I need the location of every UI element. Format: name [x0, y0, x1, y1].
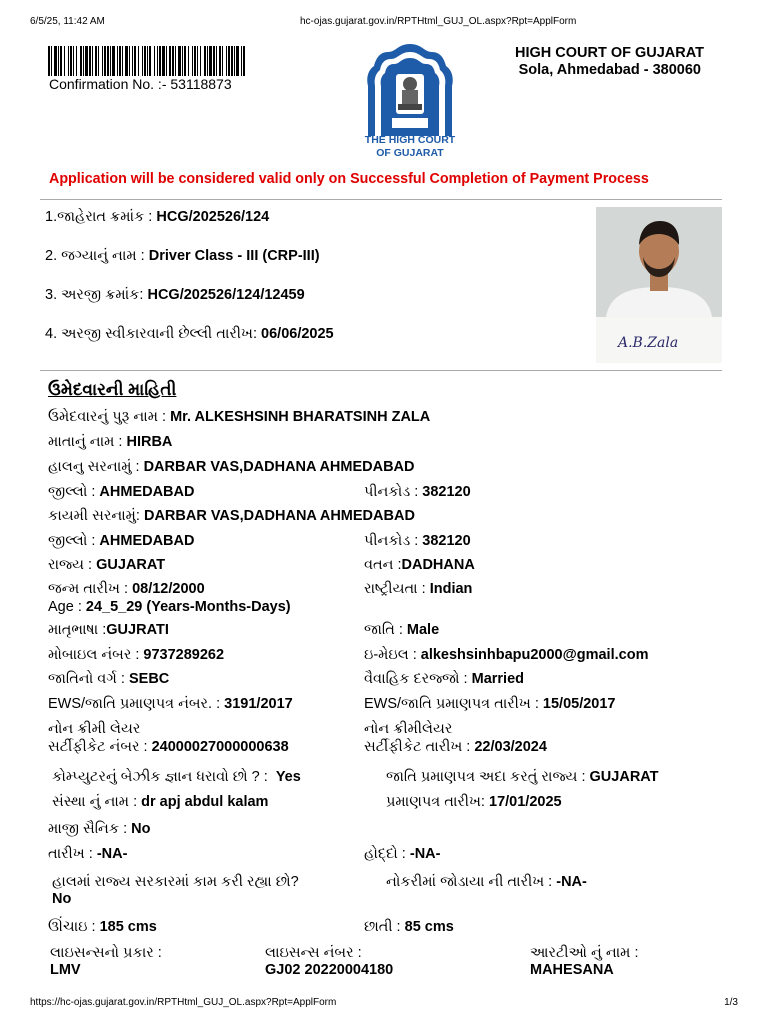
ews-number-label: EWS/જાતિ પ્રમાણપત્ર નંબર. :: [48, 696, 221, 712]
license-number-row: [265, 945, 393, 979]
payment-warning: Application will be considered valid only on Successful Completion of Payment Process: [49, 171, 649, 187]
native-value: DADHANA: [401, 557, 475, 573]
full-name-label: ઉમેદવારનું પુરૂ નામ :: [48, 409, 167, 425]
dob-row: [48, 581, 205, 597]
height-value: 185 cms: [99, 919, 157, 935]
current-address-label: હાલનુ સરનામું :: [48, 459, 140, 475]
gender-label: જાતિ :: [364, 622, 403, 638]
height-row: [48, 919, 157, 935]
joining-date-label: નોકરીમાં જોડાયા ની તારીખ :: [386, 874, 553, 890]
permanent-district-label: જીલ્લો :: [48, 533, 96, 549]
ncl-number-label-line2: સર્ટીફીકેટ નંબર :: [48, 739, 148, 755]
category-label: જાતિનો વર્ગ :: [48, 671, 125, 687]
chest-value: 85 cms: [404, 919, 454, 935]
computer-knowledge-row: [52, 769, 301, 785]
permanent-address-label: કાયમી સરનામું:: [48, 508, 140, 524]
last-date-row: [45, 326, 334, 342]
category-row: [48, 671, 169, 687]
barcode: [48, 46, 246, 76]
post-name-label: 2. જગ્યાનું નામ :: [45, 248, 145, 264]
state-row: [48, 557, 165, 573]
marital-row: [364, 671, 524, 687]
advert-number-row: [45, 209, 269, 225]
ews-date-label: EWS/જાતિ પ્રમાણપત્ર તારીખ :: [364, 696, 539, 712]
joining-date-row: [386, 874, 587, 890]
nationality-row: [364, 581, 472, 597]
gender-value: Male: [406, 622, 440, 638]
district-row: [48, 484, 194, 500]
permanent-pincode-value: 382120: [422, 533, 471, 549]
height-label: ઊંચાઇ :: [48, 919, 96, 935]
court-address: Sola, Ahmedabad - 380060: [518, 62, 701, 78]
service-date-value: -NA-: [96, 846, 128, 862]
license-type-row: [50, 945, 162, 979]
marital-label: વૈવાહિક દરજ્જો :: [364, 671, 468, 687]
native-label: વતન :: [364, 557, 402, 573]
permanent-district-value: AHMEDABAD: [99, 533, 195, 549]
category-value: SEBC: [128, 671, 170, 687]
chest-label: છાતી :: [364, 919, 401, 935]
photo-signature: A.B.Zala: [618, 335, 679, 351]
rank-value: -NA-: [409, 846, 441, 862]
section-title-candidate-info: ઉમેદવારની માહિતી: [48, 380, 177, 399]
email-label: ઇ-મેઇલ :: [364, 647, 417, 663]
dob-value: 08/12/2000: [132, 581, 205, 597]
rto-row: [530, 945, 638, 979]
ncl-date-row: [364, 720, 547, 756]
mother-tongue-row: [48, 622, 169, 638]
dob-label: જન્મ તારીખ :: [48, 581, 129, 597]
district-value: AHMEDABAD: [99, 484, 195, 500]
post-name-row: [45, 248, 320, 264]
ex-serviceman-label: માજી સૈનિક :: [48, 821, 128, 837]
mother-name-value: HIRBA: [126, 434, 173, 450]
institute-label: સંસ્થા નું નામ :: [52, 794, 138, 810]
gender-row: [364, 622, 439, 638]
current-address-value: DARBAR VAS,DADHANA AHMEDABAD: [143, 459, 415, 475]
post-name-value: Driver Class - III (CRP-III): [148, 248, 320, 264]
institute-value: dr apj abdul kalam: [141, 794, 269, 810]
gov-employee-value: No: [52, 891, 72, 907]
email-row: [364, 647, 648, 663]
pincode-row: [364, 484, 471, 500]
joining-date-value: -NA-: [556, 874, 587, 890]
service-date-row: [48, 846, 127, 862]
last-date-value: 06/06/2025: [261, 326, 334, 342]
mother-tongue-value: GUJRATI: [106, 622, 169, 638]
emblem-icon: [362, 42, 458, 138]
pincode-label: પીનકોડ :: [364, 484, 419, 500]
marital-value: Married: [471, 671, 525, 687]
permanent-pincode-label: પીનકોડ :: [364, 533, 419, 549]
permanent-pincode-row: [364, 533, 471, 549]
mobile-label: મોબાઇલ નંબર :: [48, 647, 140, 663]
license-type-value: LMV: [50, 962, 81, 978]
cert-state-row: [386, 769, 659, 785]
age-label: Age :: [48, 599, 82, 615]
state-value: GUJARAT: [96, 557, 166, 573]
rto-value: MAHESANA: [530, 962, 614, 978]
email-value: alkeshsinhbapu2000@gmail.com: [420, 647, 649, 663]
logo-line2: OF GUJARAT: [376, 147, 444, 159]
ncl-date-value: 22/03/2024: [474, 739, 547, 755]
permanent-address-value: DARBAR VAS,DADHANA AHMEDABAD: [143, 508, 415, 524]
ncl-date-label-line1: નોન ક્રીમીલેયર: [364, 721, 453, 737]
current-address-row: [48, 459, 415, 475]
computer-knowledge-value: Yes: [275, 769, 301, 785]
age-row: [48, 599, 291, 615]
ncl-date-label-line2: સર્ટીફીકેટ તારીખ :: [364, 739, 471, 755]
license-number-label: લાઇસન્સ નંબર :: [265, 945, 362, 961]
print-datetime: 6/5/25, 11:42 AM: [30, 16, 105, 27]
institute-row: [52, 794, 268, 810]
application-number-label: 3. અરજી ક્રમાંક:: [45, 287, 144, 303]
cert-date-row: [386, 794, 562, 810]
gov-employee-row: [52, 874, 299, 908]
divider-middle: [40, 370, 722, 371]
last-date-label: 4. અરજી સ્વીકારવાની છેલ્લી તારીખ:: [45, 326, 257, 342]
application-number-value: HCG/202526/124/12459: [147, 287, 305, 303]
mother-name-label: માતાનું નામ :: [48, 434, 123, 450]
district-label: જીલ્લો :: [48, 484, 96, 500]
permanent-district-row: [48, 533, 194, 549]
service-date-label: તારીખ :: [48, 846, 93, 862]
cert-date-label: પ્રમાણપત્ર તારીખ:: [386, 794, 485, 810]
high-court-logo: [362, 42, 458, 162]
logo-line1: THE HIGH COURT: [364, 134, 456, 146]
gov-employee-label: હાલમાં રાજ્ય સરકારમાં કામ કરી રહ્યા છો?: [52, 874, 299, 890]
ncl-number-row: [48, 720, 289, 756]
application-number-row: [45, 287, 305, 303]
native-row: [364, 557, 475, 573]
cert-state-value: GUJARAT: [589, 769, 659, 785]
full-name-row: [48, 409, 430, 425]
age-value: 24_5_29 (Years-Months-Days): [85, 599, 291, 615]
mother-tongue-label: માતૃભાષા :: [48, 622, 107, 638]
advert-number-value: HCG/202526/124: [156, 209, 270, 225]
full-name-value: Mr. ALKESHSINH BHARATSINH ZALA: [170, 409, 431, 425]
license-number-value: GJ02 20220004180: [265, 962, 394, 978]
ews-date-value: 15/05/2017: [542, 696, 616, 712]
ews-number-row: [48, 696, 293, 712]
person-photo-icon: [596, 207, 722, 363]
pincode-value: 382120: [422, 484, 471, 500]
rank-label: હોદ્દો :: [364, 846, 406, 862]
print-page-number: 1/3: [724, 997, 738, 1008]
mobile-row: [48, 647, 224, 663]
state-label: રાજ્ય :: [48, 557, 93, 573]
ncl-number-label-line1: નોન ક્રીમી લેયર: [48, 721, 141, 737]
ncl-number-value: 24000027000000638: [151, 739, 289, 755]
cert-state-label: જાતિ પ્રમાણપત્ર અદા કરતું રાજ્ય :: [386, 769, 586, 785]
ex-serviceman-value: No: [131, 821, 151, 837]
divider-top: [40, 199, 722, 200]
nationality-label: રાષ્ટ્રીયતા :: [364, 581, 426, 597]
mother-name-row: [48, 434, 172, 450]
confirmation-number: Confirmation No. :- 53118873: [49, 76, 232, 92]
advert-number-label: 1.જાહેરાત ક્રમાંક :: [45, 209, 153, 225]
ews-number-value: 3191/2017: [224, 696, 293, 712]
ews-date-row: [364, 696, 616, 712]
print-url-top: hc-ojas.gujarat.gov.in/RPTHtml_GUJ_OL.aspx?Rpt=ApplForm: [300, 16, 577, 27]
license-type-label: લાઇસન્સનો પ્રકાર :: [50, 945, 162, 961]
court-name: HIGH COURT OF GUJARAT: [514, 45, 704, 61]
permanent-address-row: [48, 508, 415, 524]
candidate-photo: [596, 207, 722, 363]
rto-label: આરટીઓ નું નામ :: [530, 945, 639, 961]
ex-serviceman-row: [48, 821, 151, 837]
nationality-value: Indian: [429, 581, 473, 597]
print-url-bottom: https://hc-ojas.gujarat.gov.in/RPTHtml_GUJ_OL.aspx?Rpt=ApplForm: [30, 997, 337, 1008]
computer-knowledge-label: કોમ્પ્યુટરનું બેઝીક જ્ઞાન ધરાવો છો ? :: [52, 769, 268, 785]
rank-row: [364, 846, 440, 862]
mobile-value: 9737289262: [143, 647, 225, 663]
cert-date-value: 17/01/2025: [489, 794, 562, 810]
chest-row: [364, 919, 454, 935]
